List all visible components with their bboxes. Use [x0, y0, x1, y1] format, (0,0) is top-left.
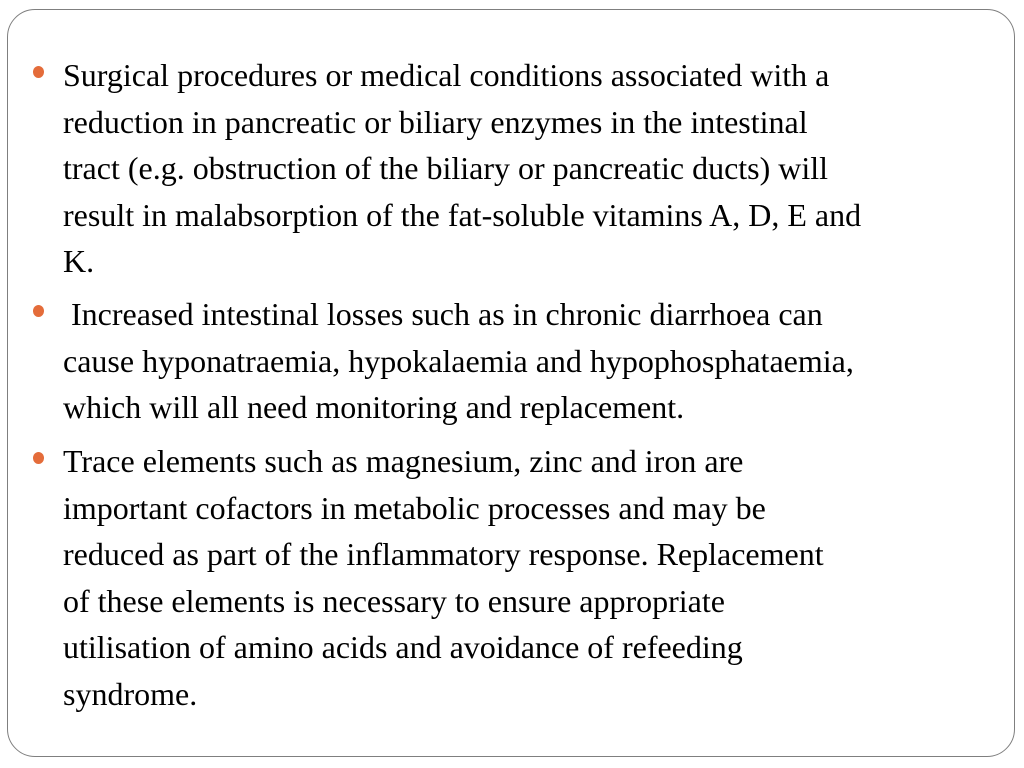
bullet-line: which will all need monitoring and replacement.: [63, 389, 685, 425]
bullet-text: [63, 438, 1013, 717]
bullet-list: [8, 10, 1015, 757]
bullet-line: K.: [63, 243, 95, 279]
bullet-text: [63, 52, 1013, 285]
bullet-line: result in malabsorption of the fat-soluble vitamins A, D, E and: [63, 196, 862, 233]
bullet-line: Surgical procedures or medical conditions associated with a: [63, 57, 830, 93]
bullet-text: [63, 291, 1013, 431]
bullet-line: of these elements is necessary to ensure appropriate: [63, 582, 725, 619]
bullet-line: reduced as part of the inflammatory response. Replacement: [63, 536, 824, 572]
bullet-line: Trace elements such as magnesium, zinc and iron are: [63, 443, 744, 479]
bullet-dot-icon: [33, 66, 44, 78]
bullet-dot-icon: [33, 305, 44, 317]
bullet-line: cause hyponatraemia, hypokalaemia and hypophosphataemia,: [63, 342, 854, 379]
bullet-line: utilisation of amino acids and avoidance of refeeding: [63, 629, 743, 665]
bullet-line: syndrome.: [63, 675, 198, 712]
bullet-line: important cofactors in metabolic processes and may be: [63, 489, 766, 526]
bullet-dot-icon: [33, 452, 44, 464]
bullet-line: reduction in pancreatic or biliary enzymes in the intestinal: [63, 103, 808, 140]
bullet-line: Increased intestinal losses such as in chronic diarrhoea can: [63, 296, 823, 332]
bullet-line: tract (e.g. obstruction of the biliary or pancreatic ducts) will: [63, 150, 829, 186]
slide-frame: [7, 9, 1015, 757]
